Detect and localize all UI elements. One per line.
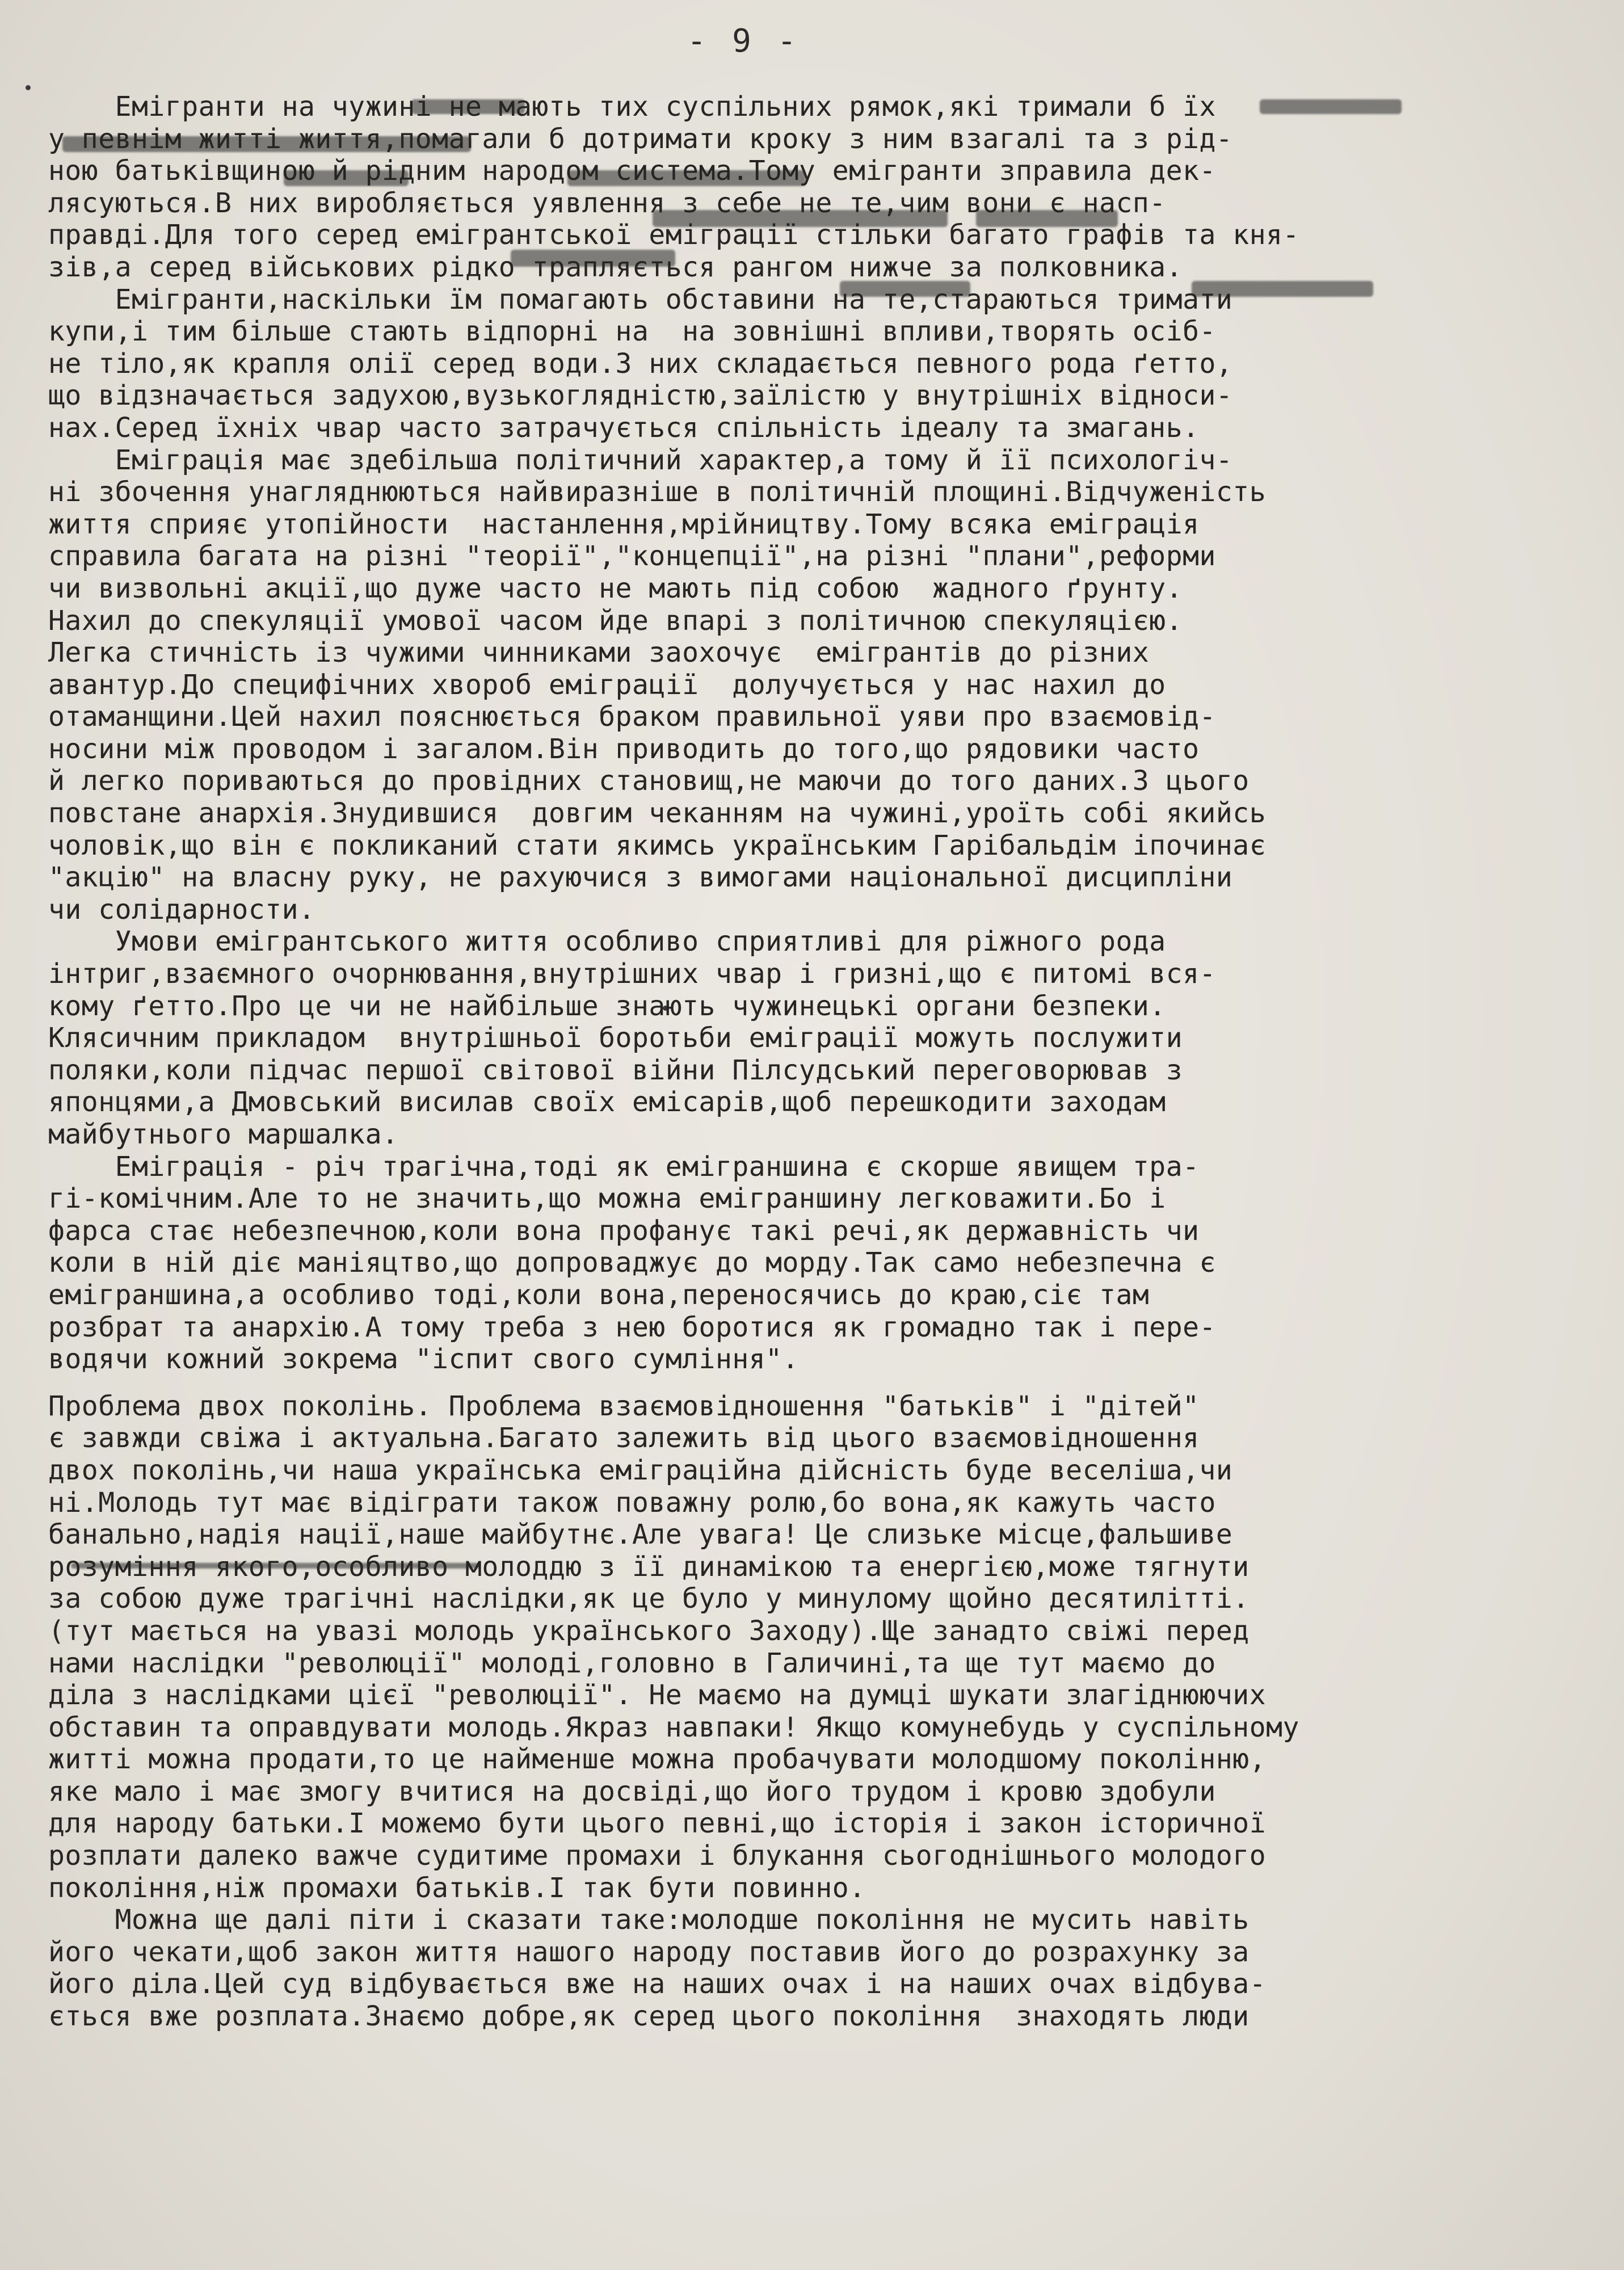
document-body: [48, 91, 1592, 2065]
text-line: житті можна продати,то це найменше можна пробачувати молодшому поколінню,: [48, 1743, 1267, 1776]
text-line: його чекати,щоб закон життя нашого народу поставив його до розрахунку за: [48, 1936, 1249, 1968]
text-line: Емігранти на чужині не мають тих суспільних рямок,які тримали б їх: [48, 91, 1216, 123]
text-line: Емігранти,наскільки їм помагають обставини на те,стараються тримати: [48, 283, 1233, 316]
text-line: не тіло,як крапля олії серед води.З них складається певного рода ґетто,: [48, 347, 1233, 380]
text-line: є завжди свіжа і актуальна.Багато залежить від цього взаємовідношення: [48, 1422, 1200, 1455]
text-line: правді.Для того серед емігрантської еміграції стільки багато графів та кня-: [48, 219, 1299, 251]
text-line: розплати далеко важче судитиме промахи і блукання сьогоднішнього молодого: [48, 1840, 1267, 1872]
text-line: коли в ній діє маніяцтво,що допроваджує до морду.Так само небезпечна є: [48, 1247, 1216, 1279]
section-heading-line: Проблема двох поколінь. Проблема взаємовідношення "батьків" і "дітей": [48, 1390, 1200, 1422]
text-line: банально,надія нації,наше майбутнє.Але увага! Це слизьке місце,фальшиве: [48, 1519, 1233, 1551]
text-line: [48, 2033, 1592, 2065]
text-line: його діла.Цей суд відбувається вже на наших очах і на наших очах відбува-: [48, 1968, 1267, 2000]
text-line: у певнім житті життя,помагали б дотримати кроку з ним взагалі та з рід-: [48, 123, 1233, 155]
text-line: еміграншина,а особливо тоді,коли вона,переносячись до краю,сіє там: [48, 1279, 1150, 1311]
page-number: - 9 -: [687, 23, 800, 60]
text-line: Нахил до спекуляції умової часом йде впарі з політичною спекуляцією.: [48, 604, 1183, 637]
text-line: й легко пориваються до провідних становищ,не маючи до того даних.З цього: [48, 765, 1249, 797]
text-line: нах.Серед їхніх чвар часто затрачується спільність ідеалу та змагань.: [48, 411, 1200, 444]
text-line: гі-комічним.Але то не значить,що можна еміграншину легковажити.Бо і: [48, 1183, 1166, 1215]
text-line: життя сприяє утопійности настанлення,мрійництву.Тому всяка еміграція: [48, 508, 1200, 540]
text-line: чоловік,що він є покликаний стати якимсь українським Гарібальдім іпочинає: [48, 829, 1267, 861]
text-line: авантур.До специфічних хвороб еміграції долучується у нас нахил до: [48, 669, 1166, 701]
paragraph-gap: [48, 1376, 1592, 1390]
text-line: майбутнього маршалка.: [48, 1119, 399, 1150]
text-line: розуміння якого,особливо молоддю з її динамікою та енергією,може тягнути: [48, 1550, 1249, 1583]
text-line: поляки,коли підчас першої світової війни Пілсудський переговорював з: [48, 1054, 1183, 1086]
text-line: Еміграція має здебільша політичний характер,а тому й її психологіч-: [48, 444, 1233, 476]
text-line: розбрат та анархію.А тому треба з нею боротися як громадно так і пере-: [48, 1311, 1216, 1343]
text-line: лясуються.В них виробляється уявлення з себе не те,чим вони є насп-: [48, 187, 1166, 219]
text-line: обставин та оправдувати молодь.Якраз навпаки! Якщо комунебудь у суспільному: [48, 1711, 1299, 1743]
text-line: покоління,ніж промахи батьків.І так бути повинно.: [48, 1872, 866, 1904]
text-line: двох поколінь,чи наша українська еміграційна дійсність буде веселіша,чи: [48, 1454, 1233, 1486]
text-line: носини між проводом і загалом.Він приводить до того,що рядовики часто: [48, 733, 1200, 765]
text-line: чи визвольні акції,що дуже часто не мають під собою жадного ґрунту.: [48, 572, 1183, 604]
text-line: кому ґетто.Про це чи не найбільше знають чужинецькі органи безпеки.: [48, 990, 1166, 1022]
text-line: водячи кожний зокрема "іспит свого сумління".: [48, 1343, 799, 1376]
text-line: ється вже розплата.Знаємо добре,як серед цього покоління знаходять люди: [48, 2000, 1249, 2033]
text-line: Умови емігрантського життя особливо сприятливі для ріжного рода: [48, 926, 1166, 958]
text-line: повстане анархія.Знудившися довгим чеканням на чужині,уроїть собі якийсь: [48, 797, 1267, 830]
text-line: ні.Молодь тут має відіграти також поважну ролю,бо вона,як кажуть часто: [48, 1486, 1216, 1519]
text-line: ною батьківщиною й рідним народом система.Тому емігранти зправила дек-: [48, 155, 1216, 187]
text-line: за собою дуже трагічні наслідки,як це було у минулому щойно десятилітті.: [48, 1583, 1249, 1615]
text-line: інтриг,взаємного очорнювання,внутрішних чвар і гризні,що є питомі вся-: [48, 958, 1216, 990]
text-line: що відзначається задухою,вузькоглядністю,заїлістю у внутрішніх відноси-: [48, 380, 1233, 412]
text-line: діла з наслідками цієї "революції". Не маємо на думці шукати злагіднюючих: [48, 1679, 1267, 1712]
text-line: отаманщини.Цей нахил пояснюється браком правильної уяви про взаємовід-: [48, 701, 1216, 733]
text-line: "акцію" на власну руку, не рахуючися з вимогами національної дисципліни: [48, 861, 1233, 894]
text-line: Клясичним прикладом внутрішньої боротьби еміграції можуть послужити: [48, 1022, 1183, 1054]
text-line: Легка стичність із чужими чинниками заохочує емігрантів до різних: [48, 637, 1150, 669]
text-line: (тут мається на увазі молодь українського Заходу).Ще занадто свіжі перед: [48, 1615, 1249, 1647]
text-line: чи солідарности.: [48, 893, 315, 926]
text-line: справила багата на різні "теорії","концепції",на різні "плани",реформи: [48, 540, 1216, 573]
text-line: фарса стає небезпечною,коли вона профанує такі речі,як державність чи: [48, 1214, 1200, 1247]
text-line: ні збочення унагляднюються найвиразніше в політичній площині.Відчуженість: [48, 476, 1267, 508]
margin-dot: [26, 85, 31, 90]
text-line: зів,а серед військових рідко трапляється рангом нижче за полковника.: [48, 251, 1183, 283]
text-line: нами наслідки "революції" молоді,головно в Галичині,та ще тут маємо до: [48, 1647, 1216, 1679]
text-line: для народу батьки.І можемо бути цього певні,що історія і закон історичної: [48, 1807, 1267, 1840]
text-line: купи,і тим більше стають відпорні на на зовнішні впливи,творять осіб-: [48, 316, 1216, 348]
text-line: японцями,а Дмовський висилав своїх емісарів,щоб перешкодити заходам: [48, 1086, 1166, 1119]
text-line: Можна ще далі піти і сказати таке:молодше покоління не мусить навіть: [48, 1904, 1249, 1936]
text-line: Еміграція - річ трагічна,тоді як еміграншина є скорше явищем тра-: [48, 1150, 1200, 1183]
text-line: яке мало і має змогу вчитися на досвіді,що його трудом і кровю здобули: [48, 1775, 1216, 1807]
